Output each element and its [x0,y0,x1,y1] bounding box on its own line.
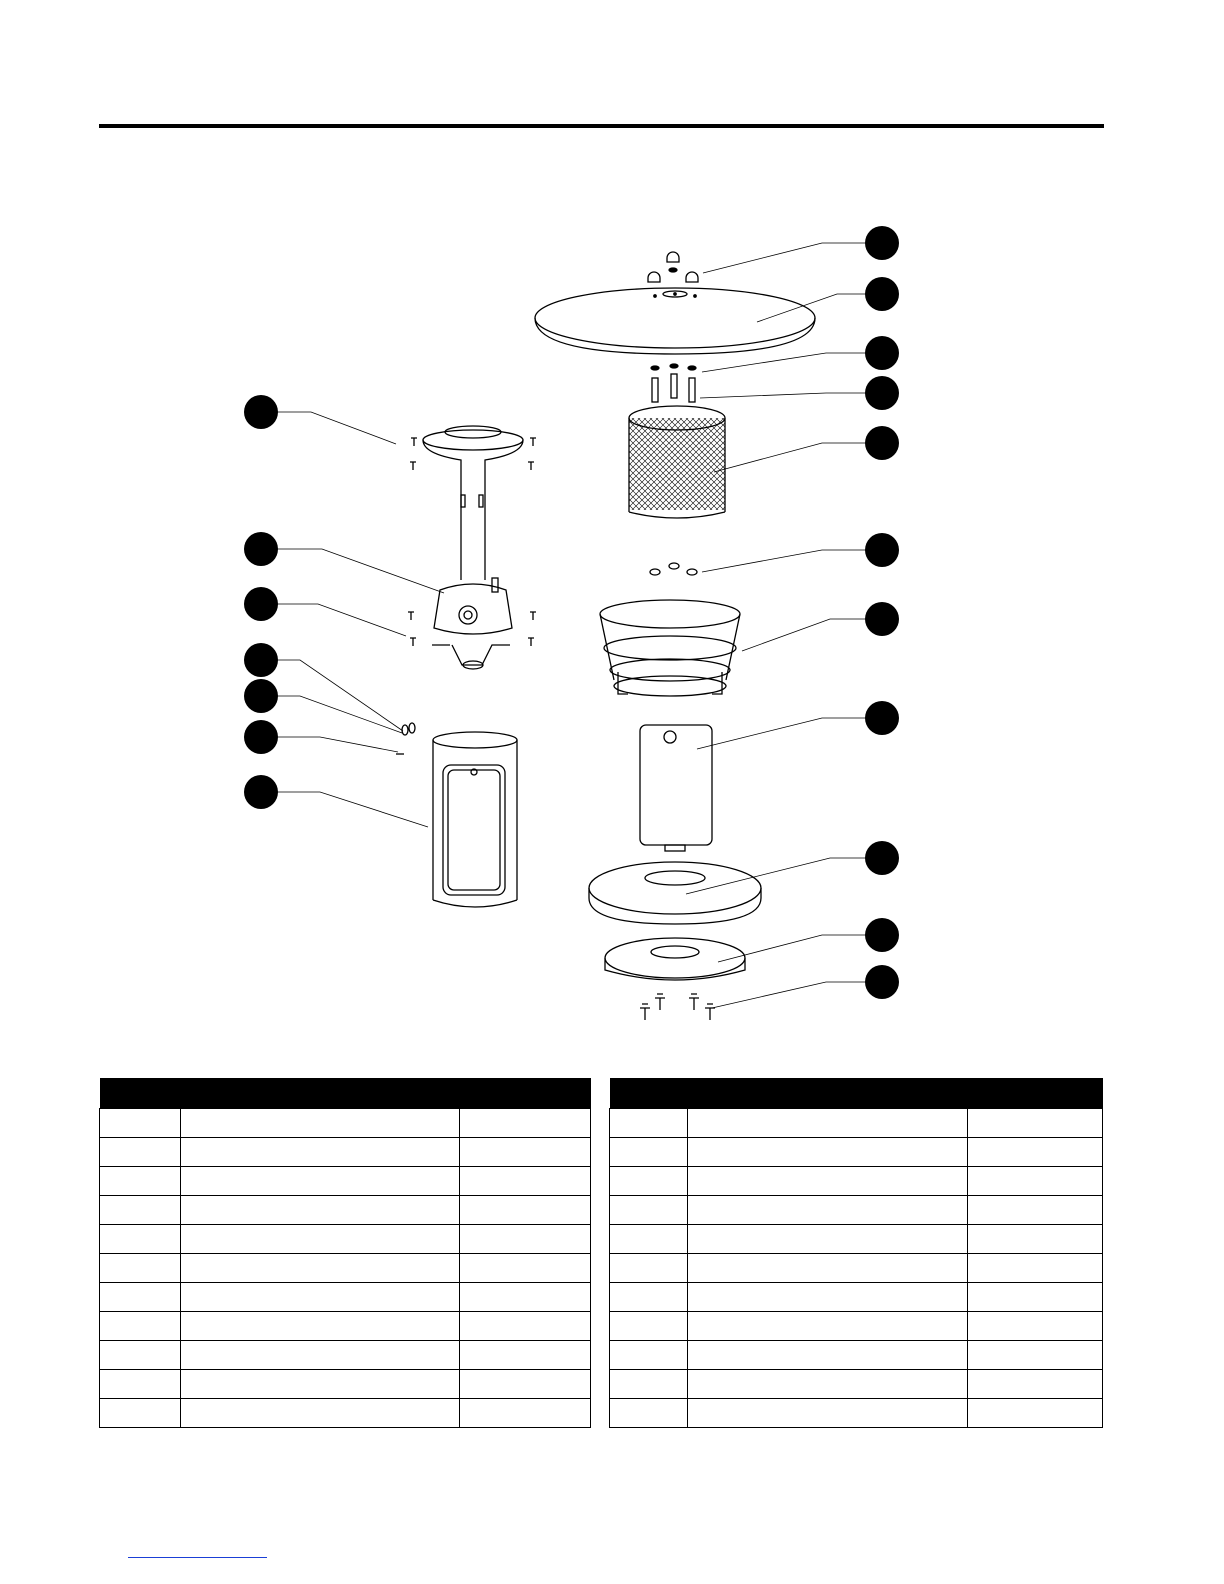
table-cell [968,1167,1103,1196]
table-cell [688,1138,968,1167]
table-cell [181,1167,460,1196]
table-cell [688,1225,968,1254]
table-row [100,1312,591,1341]
table-row [100,1254,591,1283]
table-cell [460,1225,591,1254]
table-cell [181,1196,460,1225]
callout-base-plate [865,918,899,952]
table-cell [460,1196,591,1225]
guard-nuts [650,563,697,575]
table-cell [968,1283,1103,1312]
heat-guard [600,600,740,696]
table-cell [688,1341,968,1370]
table-cell [688,1370,968,1399]
callout-standoff-posts [865,376,899,410]
table-cell [181,1254,460,1283]
table-row [610,1109,1103,1138]
table-cell [968,1370,1103,1399]
table-cell [968,1312,1103,1341]
parts-list-table-left [99,1078,591,1428]
burner-assembly [423,426,523,580]
table-cell [610,1312,688,1341]
callout-propane-tank [865,701,899,735]
table-row [100,1225,591,1254]
table-row [610,1341,1103,1370]
table-cell [610,1109,688,1138]
table-cell [460,1341,591,1370]
tank-housing [433,732,517,907]
table-cell [968,1254,1103,1283]
table-cell [100,1167,181,1196]
table-cell [100,1225,181,1254]
table-header-row [100,1078,591,1109]
table-row [610,1283,1103,1312]
table-row [610,1167,1103,1196]
table-row [610,1225,1103,1254]
fittings [396,723,415,754]
exploded-parts-diagram [0,200,1224,1060]
table-row [100,1138,591,1167]
table-row [100,1196,591,1225]
base-screws [640,994,715,1020]
table-row [610,1370,1103,1399]
table-row [100,1109,591,1138]
table-cell [100,1370,181,1399]
callout-valve-housing [244,532,278,566]
standoff-posts [652,374,695,402]
table-cell [610,1399,688,1428]
table-row [610,1196,1103,1225]
parts-list-table-right [609,1078,1103,1428]
header-cell-description [688,1078,968,1109]
table-row [100,1283,591,1312]
table-cell [181,1109,460,1138]
valve-housing [432,578,512,669]
table-cell [181,1370,460,1399]
table-cell [100,1109,181,1138]
footer-link-underline[interactable] [128,1557,267,1558]
table-cell [968,1225,1103,1254]
table-cell [100,1312,181,1341]
table-cell [100,1138,181,1167]
table-cell [181,1312,460,1341]
callout-emitter-screen [865,426,899,460]
table-cell [688,1283,968,1312]
callout-top-cap-nuts [865,226,899,260]
table-cell [610,1283,688,1312]
top-cap-nuts [648,252,698,282]
table-row [100,1341,591,1370]
table-cell [968,1138,1103,1167]
callout-spacer-washers [865,336,899,370]
table-cell [688,1109,968,1138]
table-row [100,1370,591,1399]
table-row [610,1138,1103,1167]
table-cell [968,1341,1103,1370]
table-cell [968,1196,1103,1225]
table-row [610,1312,1103,1341]
reflector-dome [535,288,815,354]
table-row [100,1399,591,1428]
callout-fitting-b [244,679,278,713]
callout-guard-nuts [865,533,899,567]
header-cell-no [100,1078,181,1109]
table-cell [610,1254,688,1283]
table-row [100,1167,591,1196]
callout-valve-screws [244,587,278,621]
header-cell-no [610,1078,688,1109]
header-cell-qty [968,1078,1103,1109]
callout-reflector [865,277,899,311]
callout-fitting-c [244,720,278,754]
table-row [610,1254,1103,1283]
table-cell [100,1283,181,1312]
callout-tank-housing [244,775,278,809]
table-cell [460,1138,591,1167]
table-cell [968,1109,1103,1138]
header-cell-qty [460,1078,591,1109]
callout-base-cover [865,841,899,875]
table-cell [688,1167,968,1196]
table-cell [460,1254,591,1283]
header-rule [99,124,1104,128]
table-cell [688,1312,968,1341]
callout-fitting-a [244,643,278,677]
table-cell [610,1196,688,1225]
table-cell [460,1283,591,1312]
table-cell [100,1341,181,1370]
leader-lines [261,243,882,1008]
table-cell [181,1225,460,1254]
table-cell [100,1254,181,1283]
table-cell [688,1254,968,1283]
exploded-view-svg [0,200,1224,1060]
table-cell [460,1167,591,1196]
table-cell [610,1225,688,1254]
table-cell [100,1399,181,1428]
table-row [610,1399,1103,1428]
callout-base-screws [865,965,899,999]
emitter-screen [629,406,725,518]
table-cell [460,1312,591,1341]
table-cell [460,1370,591,1399]
spacer-washers [651,364,696,370]
base-cover [589,862,761,924]
table-cell [460,1399,591,1428]
burner-screws [410,438,536,470]
callout-heat-guard [865,602,899,636]
table-cell [610,1138,688,1167]
table-cell [610,1341,688,1370]
table-cell [688,1399,968,1428]
callout-burner-assembly [244,395,278,429]
header-cell-description [181,1078,460,1109]
table-cell [460,1109,591,1138]
table-cell [181,1399,460,1428]
base-plate [605,938,745,980]
table-cell [181,1341,460,1370]
propane-tank [640,725,712,851]
table-cell [610,1167,688,1196]
table-header-row [610,1078,1103,1109]
table-cell [688,1196,968,1225]
table-cell [100,1196,181,1225]
table-cell [181,1138,460,1167]
table-cell [181,1283,460,1312]
table-cell [968,1399,1103,1428]
table-cell [610,1370,688,1399]
